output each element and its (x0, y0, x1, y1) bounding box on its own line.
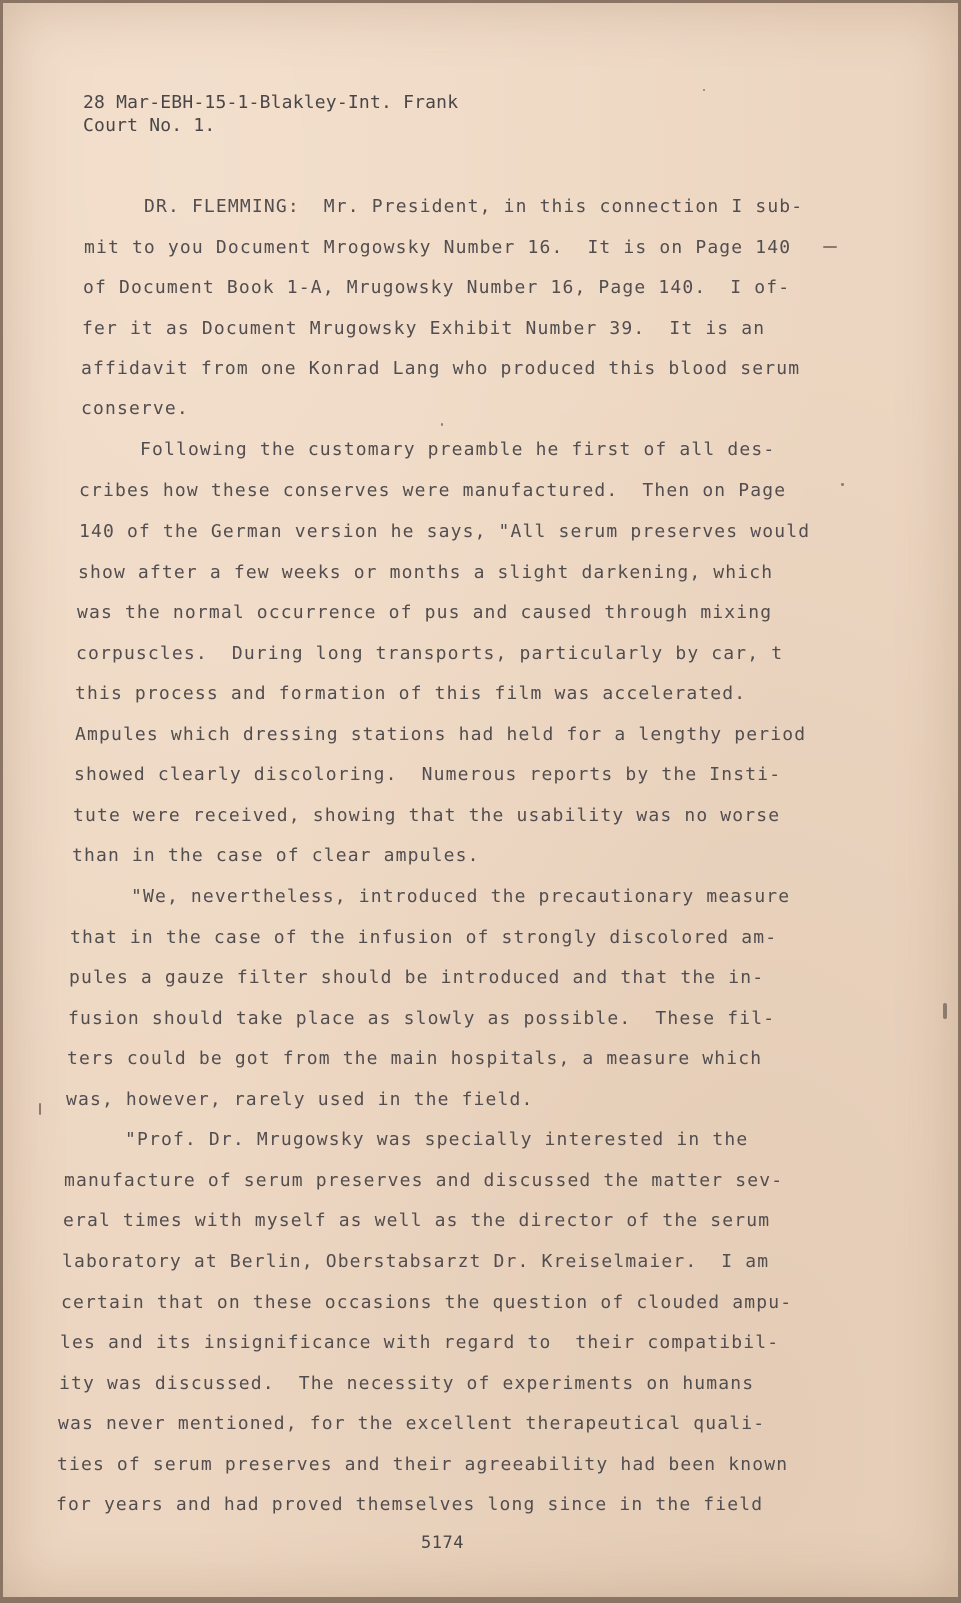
text-line: laboratory at Berlin, Oberstabsarzt Dr. Kreiselmaier. I am (62, 1251, 770, 1272)
paper-speck (703, 89, 705, 91)
text-line: 140 of the German version he says, "All serum preserves would (79, 521, 811, 542)
paper-speck (841, 483, 844, 486)
text-line: of Document Book 1-A, Mrugowsky Number 16, Page 140. I of- (83, 277, 791, 298)
text-line: certain that on these occasions the question of clouded ampu- (61, 1292, 793, 1313)
text-line: was never mentioned, for the excellent therapeutical quali- (58, 1413, 766, 1434)
text-line: fer it as Document Mrugowsky Exhibit Number 39. It is an (82, 318, 766, 339)
text-line: ters could be got from the main hospitals, a measure which (67, 1048, 763, 1069)
text-line: Ampules which dressing stations had held for a lengthy period (75, 724, 807, 745)
text-line: was, however, rarely used in the field. (66, 1089, 534, 1110)
text-line: corpuscles. During long transports, particularly by car, t (76, 643, 784, 664)
text-line: tute were received, showing that the usability was no worse (73, 805, 781, 826)
text-line: "Prof. Dr. Mrugowsky was specially interested in the (125, 1129, 749, 1150)
text-line: fusion should take place as slowly as possible. These fil- (68, 1008, 776, 1029)
text-line: eral times with myself as well as the director of the serum (63, 1210, 771, 1231)
header-court-line: Court No. 1. (83, 115, 216, 136)
text-line: les and its insignificance with regard to their compatibil- (60, 1332, 780, 1353)
text-line: for years and had proved themselves long since in the field (56, 1494, 764, 1515)
page-number: 5174 (421, 1533, 464, 1553)
paper-mark (823, 246, 837, 248)
text-line: DR. FLEMMING: Mr. President, in this connection I sub- (144, 196, 804, 217)
paper-speck (39, 1103, 41, 1115)
text-line: manufacture of serum preserves and discussed the matter sev- (64, 1170, 784, 1191)
text-line: ties of serum preserves and their agreeability had been known (57, 1454, 789, 1475)
text-line: show after a few weeks or months a slight darkening, which (78, 562, 774, 583)
text-line: than in the case of clear ampules. (72, 845, 480, 866)
paper-speck (943, 1003, 947, 1019)
text-line: that in the case of the infusion of strongly discolored am- (70, 927, 778, 948)
text-line: showed clearly discoloring. Numerous reports by the Insti- (74, 764, 782, 785)
text-line: cribes how these conserves were manufactured. Then on Page (79, 480, 787, 501)
text-line: mit to you Document Mrogowsky Number 16. It is on Page 140 (84, 237, 792, 258)
text-line: "We, nevertheless, introduced the precautionary measure (131, 886, 791, 907)
document-header (83, 91, 458, 137)
text-line: ity was discussed. The necessity of experiments on humans (59, 1373, 755, 1394)
text-line: conserve. (81, 398, 189, 419)
text-line: pules a gauze filter should be introduced and that the in- (69, 967, 765, 988)
text-line: this process and formation of this film was accelerated. (75, 683, 747, 704)
text-line: Following the customary preamble he first of all des- (140, 439, 776, 460)
text-line: was the normal occurrence of pus and caused through mixing (77, 602, 773, 623)
header-reference-line: 28 Mar-EBH-15-1-Blakley-Int. Frank (83, 92, 459, 113)
paper-speck (441, 423, 443, 426)
text-line: affidavit from one Konrad Lang who produced this blood serum (81, 358, 801, 379)
document-page (3, 3, 958, 1597)
